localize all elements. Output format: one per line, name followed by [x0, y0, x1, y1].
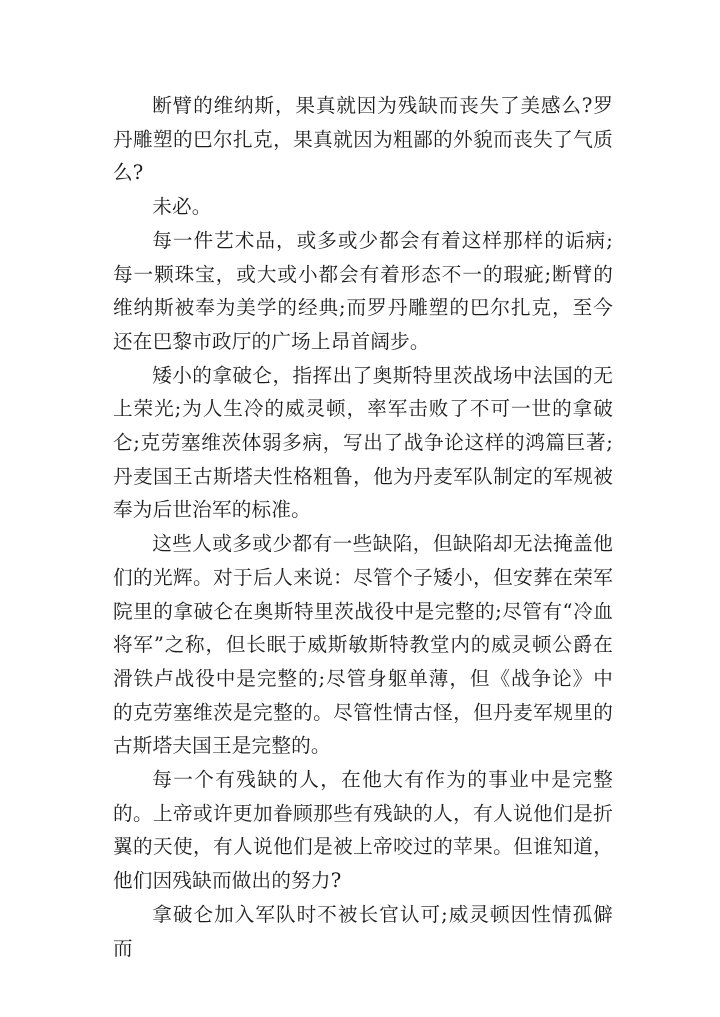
paragraph-completeness: 这些人或多或少都有一些缺陷，但缺陷却无法掩盖他们的光辉。对于后人来说：尽管个子矮小，但安葬在荣军院里的拿破仑在奥斯特里茨战役中是完整的;尽管有“冷血将军”之称，但长眠于威斯敏斯特教堂内的威灵顿公爵在滑铁卢战役中是完整的;尽管身躯单薄，但《战争论》中的克劳塞维茨是完整的。尽管性情古怪，但丹麦军规里的古斯塔夫国王是完整的。	[113, 532, 613, 758]
paragraph-napoleon-wellington: 拿破仑加入军队时不被长官认可;威灵顿因性情孤僻而	[113, 902, 613, 960]
paragraph-historical-figures: 矮小的拿破仑，指挥出了奥斯特里茨战场中法国的无上荣光;为人生冷的威灵顿，率军击败了不可一世的拿破仑;克劳塞维茨体弱多病，写出了战争论这样的鸿篇巨著;丹麦国王古斯塔夫性格粗鲁，他为丹麦军队制定的军规被奉为后世治军的标准。	[113, 363, 613, 522]
paragraph-venus-balzac: 断臂的维纳斯，果真就因为残缺而丧失了美感么?罗丹雕塑的巴尔扎克，果真就因为粗鄙的外貌而丧失了气质么?	[113, 94, 613, 185]
paragraph-broken-wing-angels: 每一个有残缺的人，在他大有作为的事业中是完整的。上帝或许更加眷顾那些有残缺的人，有人说他们是折翼的天使，有人说他们是被上帝咬过的苹果。但谁知道，他们因残缺而做出的努力?	[113, 768, 613, 893]
body-text	[113, 89, 613, 965]
paragraph-not-necessarily: 未必。	[152, 195, 212, 219]
paragraph-artworks-flaws: 每一件艺术品，或多或少都会有着这样那样的诟病;每一颗珠宝，或大或小都会有着形态不一的瑕疵;断臂的维纳斯被奉为美学的经典;而罗丹雕塑的巴尔扎克，至今还在巴黎市政厅的广场上昂首阔步。	[113, 228, 613, 353]
